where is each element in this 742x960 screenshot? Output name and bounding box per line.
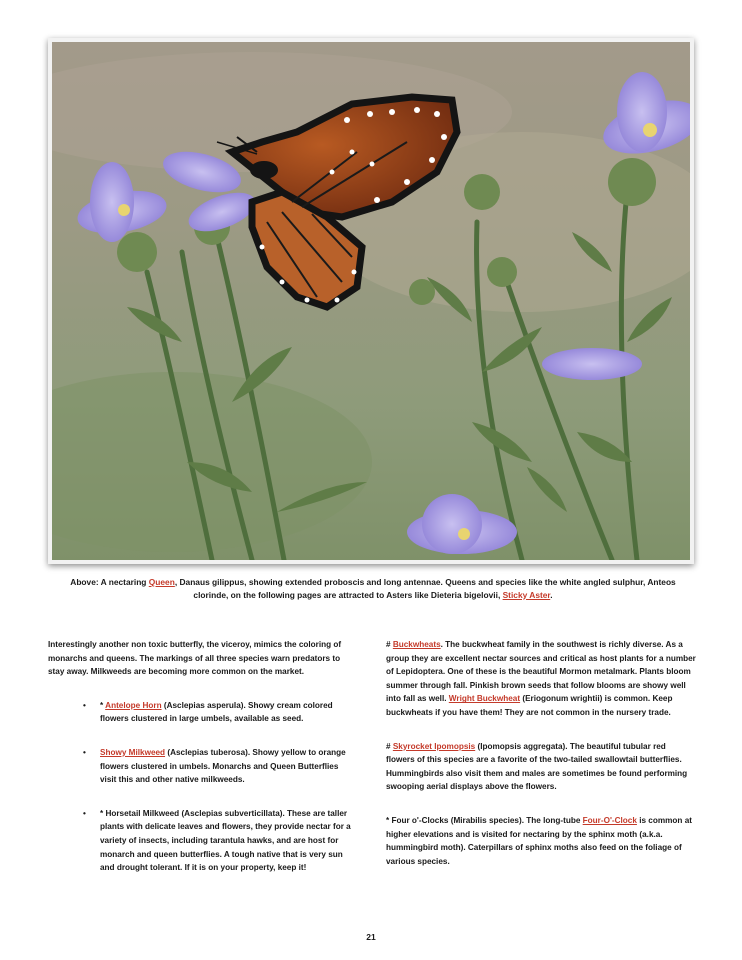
item-text: is common at higher elevations and is visited for nectaring by the sphinx moth (a.k.a. hummingbird moth). Caterpillars of sphinx moths also feed on the foliage of various species.	[386, 815, 692, 866]
bullet-icon: •	[83, 808, 86, 818]
list-item-horsetail-milkweed	[83, 807, 352, 875]
queen-link[interactable]: Queen	[148, 577, 175, 587]
item-text: (Asclepias tuberosa). Showy yellow to orange flowers clustered in umbels. Monarchs and Queen Butterflies visit this and other native milkweeds.	[100, 747, 346, 785]
left-column	[48, 638, 352, 895]
item-prefix: *	[100, 700, 106, 710]
item-prefix: #	[386, 741, 393, 751]
bullet-icon: •	[83, 700, 86, 710]
photo-frame	[48, 38, 694, 564]
four-o-clock-link[interactable]: Four-O'-Clock	[582, 815, 637, 825]
item-text-continued: (Eriogonum wrightii) is common. Keep buckwheats if you have them! They are not common in the nursery trade.	[386, 694, 673, 717]
item-prefix: #	[386, 640, 393, 649]
list-item-showy-milkweed	[83, 746, 352, 787]
ipomopsis-paragraph	[386, 740, 696, 794]
queen-butterfly-aster-photo	[52, 42, 690, 560]
buckwheats-paragraph	[386, 638, 696, 720]
buckwheats-link[interactable]: Buckwheats	[392, 640, 441, 649]
page-number: 21	[366, 932, 376, 942]
item-prefix: * Four o'-Clocks (Mirabilis species). The long-tube	[386, 815, 583, 825]
item-text: (Ipomopsis aggregata). The beautiful tubular red flowers of this species are a favorite of the two-tailed swallowtail butterflies. Hummingbirds also visit them and males are sometimes be found performing swooping aerial displays above the flowers.	[386, 741, 688, 792]
list-item-antelope-horn	[83, 699, 352, 726]
caption-text-end: .	[550, 589, 553, 600]
wright-buckwheat-link[interactable]: Wright Buckwheat	[448, 694, 521, 704]
right-column	[386, 638, 696, 888]
item-text: . The buckwheat family in the southwest is richly diverse. As a group they are excellent nectar sources and critical as host plants for a number of Lepidoptera. One of these is the beautiful Mormon metalmark. Plants bloom summer through fall. Pinkish brown seeds that follow blooms are showy well into fall as well.	[386, 640, 696, 704]
caption-text-middle: , Danaus gilippus, showing extended proboscis and long antennae. Queens and species like the white angled sulphur, Anteos clorinde, on the following pages are attracted to Asters like Dieteria bigelovii,	[174, 577, 676, 600]
item-text: * Horsetail Milkweed (Asclepias subverticillata). These are taller plants with delicate leaves and flowers, they provide nectar for a variety of insects, including tarantula hawks, and are host for monarch and queen butterflies. A tough native that is very sun and drought tolerant. If it is on your property, keep it!	[100, 808, 351, 873]
antelope-horn-link[interactable]: Antelope Horn	[105, 700, 162, 710]
photo-caption	[62, 576, 684, 601]
item-text: (Asclepias asperula). Showy cream colored flowers clustered in large umbels, available as seed.	[100, 700, 333, 724]
intro-paragraph: Interestingly another non toxic butterfly, the viceroy, mimics the coloring of monarchs and queens. The markings of all three species warn predators to stay away. Milkweeds are becoming more common on the market.	[48, 640, 342, 677]
bullet-icon: •	[83, 747, 86, 757]
caption-text-start: Above: A nectaring	[70, 577, 149, 587]
skyrocket-ipomopsis-link[interactable]: Skyrocket Ipomopsis	[392, 741, 476, 751]
sticky-aster-link[interactable]: Sticky Aster	[502, 589, 551, 600]
four-o-clocks-paragraph	[386, 814, 696, 868]
showy-milkweed-link[interactable]: Showy Milkweed	[100, 747, 166, 757]
